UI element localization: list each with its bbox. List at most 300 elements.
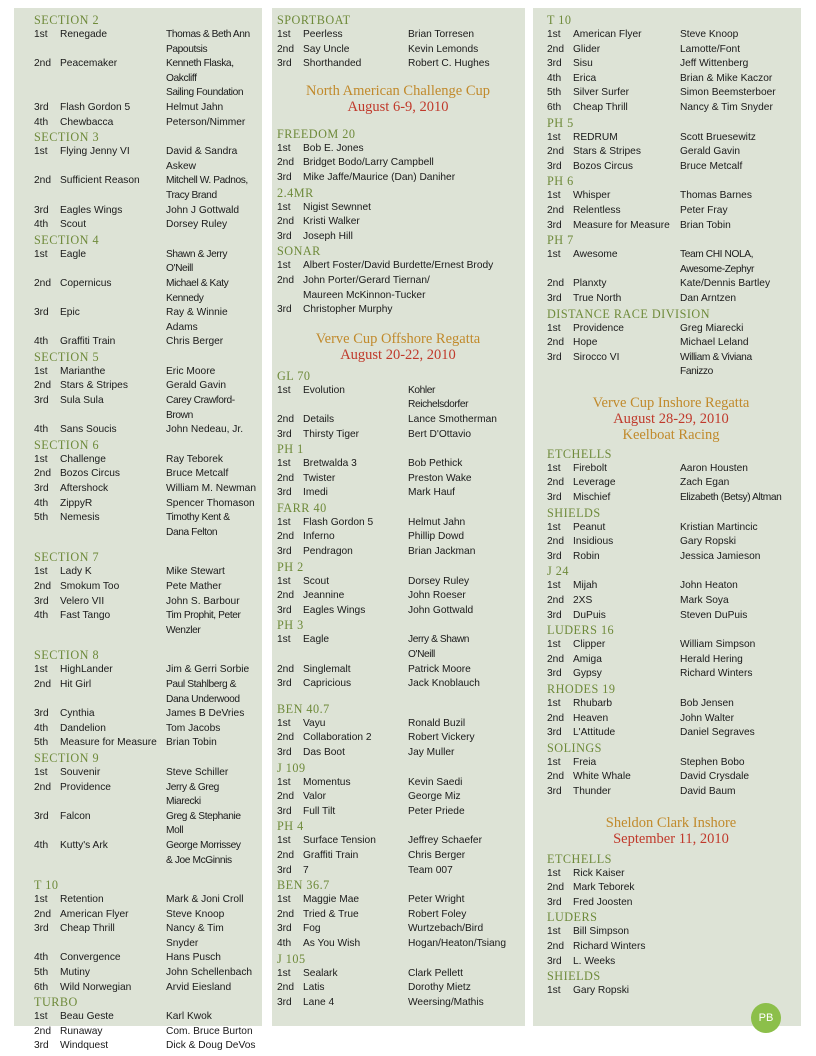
result-row bbox=[34, 1010, 256, 1025]
boat-name: White Whale bbox=[573, 771, 631, 783]
result-row bbox=[277, 171, 519, 186]
place-label: 5th bbox=[547, 87, 562, 99]
boat-name: Shorthanded bbox=[303, 58, 362, 70]
skipper-name: Mike Jaffe/Maurice (Dan) Daniher bbox=[303, 171, 456, 183]
class-heading: SECTION 9 bbox=[34, 750, 100, 765]
boat-name: Cheap Thrill bbox=[573, 101, 628, 113]
skipper-name: Mark & Joni Croll bbox=[166, 894, 244, 906]
skipper-name: Greg & Stephanie Moll bbox=[166, 810, 241, 837]
boat-name: American Flyer bbox=[60, 908, 129, 920]
skipper-name: Brian Torresen bbox=[408, 29, 475, 40]
boat-name: Whisper bbox=[573, 190, 611, 202]
place-label: 1st bbox=[34, 453, 48, 465]
class-heading: LUDERS bbox=[547, 910, 598, 925]
place-label: 1st bbox=[34, 146, 48, 158]
skipper-name: Pete Mather bbox=[166, 581, 222, 592]
skipper-name: Team 007 bbox=[408, 864, 453, 876]
skipper-name: John Schellenbach bbox=[166, 967, 253, 979]
class-heading: ETCHELLS bbox=[547, 851, 612, 866]
boat-name: Nemesis bbox=[60, 512, 100, 524]
class-heading: LUDERS 16 bbox=[547, 623, 615, 638]
result-row bbox=[34, 736, 256, 751]
boat-name: Peacemaker bbox=[60, 58, 118, 70]
place-label: 1st bbox=[34, 894, 48, 906]
result-row bbox=[547, 491, 795, 506]
skipper-name: Albert Foster/David Burdette/Ernest Brody bbox=[303, 260, 494, 272]
result-row bbox=[547, 521, 795, 536]
skipper-name: Chris Berger bbox=[166, 336, 224, 348]
place-label: 3rd bbox=[277, 805, 292, 817]
place-label: 4th bbox=[34, 722, 49, 734]
place-label: 1st bbox=[277, 260, 291, 272]
boat-name: Marianthe bbox=[60, 365, 106, 377]
place-label: 3rd bbox=[277, 747, 292, 758]
skipper-name: Robert Vickery bbox=[408, 732, 475, 744]
place-label: 2nd bbox=[277, 849, 294, 861]
class-heading: PH 3 bbox=[277, 618, 304, 633]
result-row bbox=[34, 565, 256, 580]
class-heading: BEN 40.7 bbox=[277, 701, 330, 716]
result-row bbox=[277, 589, 519, 604]
result-row bbox=[547, 867, 795, 882]
result-row bbox=[547, 955, 795, 970]
place-label: 1st bbox=[547, 131, 561, 143]
place-label: 3rd bbox=[547, 955, 562, 967]
place-label: 4th bbox=[34, 219, 49, 231]
place-label: 1st bbox=[277, 575, 291, 587]
skipper-name: Bridget Bodo/Larry Campbell bbox=[303, 157, 434, 169]
results-column-left bbox=[14, 8, 262, 1052]
place-label: 3rd bbox=[34, 1040, 49, 1052]
skipper-name: Helmut Jahn bbox=[408, 516, 466, 528]
skipper-name: L. Weeks bbox=[573, 955, 616, 967]
place-label: 3rd bbox=[34, 595, 49, 607]
class-heading: SECTION 6 bbox=[34, 437, 100, 452]
class-heading: SECTION 7 bbox=[34, 550, 100, 565]
boat-name: Sisu bbox=[573, 58, 593, 70]
result-row bbox=[34, 908, 256, 923]
boat-name: Souvenir bbox=[60, 766, 101, 778]
boat-name: Jeannine bbox=[303, 590, 345, 602]
place-label: 1st bbox=[547, 698, 561, 709]
boat-name: Glider bbox=[573, 43, 601, 55]
place-label: 3rd bbox=[34, 101, 49, 113]
skipper-name: Patrick Moore bbox=[408, 663, 471, 675]
result-row bbox=[547, 940, 795, 955]
place-label: 3rd bbox=[547, 896, 562, 908]
event-title: Verve Cup Inshore Regatta bbox=[592, 394, 750, 411]
skipper-name: Brian & Mike Kaczor bbox=[680, 72, 773, 84]
boat-name: Bozos Circus bbox=[60, 468, 121, 480]
class-heading: PH 2 bbox=[277, 559, 304, 574]
skipper-name: Steve Knoop bbox=[166, 908, 225, 920]
place-label: 1st bbox=[547, 867, 561, 879]
result-row bbox=[34, 277, 256, 306]
skipper-name: Michael Leland bbox=[680, 337, 749, 349]
boat-name: Twister bbox=[303, 472, 336, 484]
result-row bbox=[277, 922, 519, 937]
boat-name: Retention bbox=[60, 894, 104, 906]
result-row bbox=[547, 667, 795, 682]
boat-name: 7 bbox=[303, 864, 309, 876]
place-label: 2nd bbox=[547, 882, 564, 894]
boat-name: Full Tilt bbox=[303, 805, 336, 817]
place-label: 2nd bbox=[547, 278, 564, 290]
place-label: 2nd bbox=[547, 337, 564, 349]
boat-name: Dandelion bbox=[60, 722, 106, 734]
place-label: 3rd bbox=[547, 492, 562, 504]
place-label: 2nd bbox=[277, 216, 294, 228]
result-row bbox=[277, 834, 519, 849]
result-row bbox=[34, 781, 256, 810]
event-heading bbox=[547, 815, 795, 847]
place-label: 3rd bbox=[547, 351, 562, 363]
boat-name: Bozos Circus bbox=[573, 160, 634, 172]
result-row bbox=[277, 981, 519, 996]
result-row bbox=[34, 951, 256, 966]
place-label: 3rd bbox=[277, 923, 292, 935]
class-heading: T 10 bbox=[547, 13, 572, 27]
place-label: 3rd bbox=[34, 395, 49, 407]
place-label: 2nd bbox=[277, 732, 294, 744]
result-row bbox=[34, 580, 256, 595]
skipper-name: Gerald Gavin bbox=[680, 146, 741, 158]
result-row bbox=[277, 28, 519, 43]
result-row bbox=[547, 292, 795, 307]
result-row bbox=[547, 462, 795, 477]
place-label: 3rd bbox=[277, 487, 292, 499]
place-label: 1st bbox=[34, 766, 48, 778]
class-heading: TURBO bbox=[34, 995, 78, 1010]
boat-name: Lane 4 bbox=[303, 996, 335, 1008]
place-label: 4th bbox=[277, 937, 292, 949]
boat-name: Silver Surfer bbox=[573, 87, 630, 99]
place-label: 1st bbox=[547, 756, 561, 768]
skipper-name: Mark Teborek bbox=[573, 882, 635, 894]
skipper-name: Simon Beemsterboer bbox=[680, 87, 776, 99]
class-heading: GL 70 bbox=[277, 368, 311, 383]
place-label: 3rd bbox=[277, 546, 292, 558]
skipper-name: Robert C. Hughes bbox=[408, 58, 490, 70]
boat-name: Fast Tango bbox=[60, 610, 111, 622]
boat-name: HighLander bbox=[60, 664, 113, 676]
place-label: 1st bbox=[277, 634, 291, 646]
place-label: 3rd bbox=[34, 307, 49, 319]
result-row bbox=[34, 394, 256, 423]
skipper-name: Mark Soya bbox=[680, 595, 729, 607]
place-label: 2nd bbox=[547, 595, 564, 607]
result-row bbox=[34, 722, 256, 737]
boat-name: Sufficient Reason bbox=[60, 175, 140, 187]
result-row bbox=[277, 908, 519, 923]
place-label: 5th bbox=[34, 967, 49, 979]
result-row bbox=[547, 579, 795, 594]
class-heading: PH 7 bbox=[547, 233, 574, 248]
boat-name: Firebolt bbox=[573, 462, 607, 474]
skipper-name: Rick Kaiser bbox=[573, 867, 625, 879]
place-label: 3rd bbox=[277, 304, 292, 316]
result-row bbox=[277, 530, 519, 545]
boat-name: Valor bbox=[303, 791, 327, 803]
boat-name: Hit Girl bbox=[60, 678, 92, 690]
result-row bbox=[277, 215, 519, 230]
place-label: 2nd bbox=[547, 204, 564, 216]
skipper-name: Dorsey Ruley bbox=[166, 219, 228, 231]
result-row bbox=[277, 996, 519, 1011]
skipper-name: Weersing/Mathis bbox=[408, 996, 484, 1008]
class-heading: SPORTBOAT bbox=[277, 13, 351, 27]
place-label: 3rd bbox=[547, 292, 562, 304]
skipper-name: Jessica Jamieson bbox=[680, 550, 761, 562]
place-label: 1st bbox=[277, 458, 291, 470]
skipper-name: Mark Hauf bbox=[408, 487, 455, 499]
result-row bbox=[277, 472, 519, 487]
skipper-name: Jack Knoblauch bbox=[408, 678, 480, 690]
place-label: 2nd bbox=[277, 472, 294, 484]
place-label: 2nd bbox=[34, 468, 51, 480]
result-row bbox=[34, 893, 256, 908]
result-row bbox=[547, 189, 795, 204]
result-row bbox=[34, 248, 256, 277]
skipper-name: Arvid Eiesland bbox=[166, 981, 232, 993]
result-row bbox=[547, 86, 795, 101]
place-label: 1st bbox=[547, 926, 561, 938]
result-row bbox=[277, 142, 519, 157]
skipper-name: Bob E. Jones bbox=[303, 142, 364, 154]
page-badge: PB bbox=[751, 1003, 781, 1033]
result-row bbox=[277, 575, 519, 590]
boat-name: Momentus bbox=[303, 776, 351, 788]
skipper-name: Steve Schiller bbox=[166, 766, 229, 778]
class-heading: FARR 40 bbox=[277, 500, 327, 515]
place-label: 2nd bbox=[34, 908, 51, 920]
class-heading: SECTION 4 bbox=[34, 232, 100, 247]
place-label: 1st bbox=[277, 516, 291, 528]
place-label: 1st bbox=[547, 462, 561, 474]
skipper-name: Kohler Reichelsdorfer bbox=[408, 384, 469, 411]
place-label: 5th bbox=[34, 512, 49, 524]
boat-name: Lady K bbox=[60, 566, 92, 578]
place-label: 1st bbox=[34, 365, 48, 377]
boat-name: Runaway bbox=[60, 1025, 103, 1037]
boat-name: Convergence bbox=[60, 952, 121, 964]
boat-name: Sealark bbox=[303, 967, 338, 979]
place-label: 1st bbox=[34, 566, 48, 578]
skipper-name: Gary Ropski bbox=[680, 536, 737, 548]
place-label: 2nd bbox=[547, 477, 564, 489]
place-label: 1st bbox=[34, 29, 48, 40]
skipper-name: Richard Winters bbox=[573, 940, 646, 952]
skipper-name: George Miz bbox=[408, 791, 461, 803]
skipper-name: Kenneth Flaska, Oakcliff Sailing Foundation bbox=[166, 58, 244, 99]
boat-name: Das Boot bbox=[303, 747, 345, 758]
place-label: 3rd bbox=[34, 204, 49, 216]
skipper-name: Stephen Bobo bbox=[680, 756, 745, 768]
skipper-name: Jim & Gerri Sorbie bbox=[166, 664, 250, 676]
boat-name: Measure for Measure bbox=[573, 219, 670, 231]
skipper-name: Bob Pethick bbox=[408, 458, 463, 470]
result-row bbox=[547, 476, 795, 491]
skipper-name: Kevin Saedi bbox=[408, 776, 463, 788]
result-row bbox=[34, 609, 256, 638]
boat-name: Leverage bbox=[573, 477, 616, 489]
skipper-name: David & Sandra Askew bbox=[166, 146, 238, 172]
skipper-name: Jay Muller bbox=[408, 747, 455, 758]
skipper-name: Fred Joosten bbox=[573, 896, 633, 908]
skipper-name: Lance Smotherman bbox=[408, 413, 497, 425]
skipper-name: Jeffrey Schaefer bbox=[408, 835, 482, 847]
result-row bbox=[547, 756, 795, 771]
event-heading bbox=[547, 395, 795, 443]
class-heading: PH 4 bbox=[277, 819, 304, 834]
result-row bbox=[34, 57, 256, 101]
place-label: 1st bbox=[547, 190, 561, 202]
skipper-name: Dan Arntzen bbox=[680, 292, 737, 304]
place-label: 2nd bbox=[547, 771, 564, 783]
result-row bbox=[547, 160, 795, 175]
place-label: 4th bbox=[34, 336, 49, 348]
result-row bbox=[547, 219, 795, 234]
event-date: August 28-29, 2010 bbox=[613, 410, 729, 427]
class-heading: T 10 bbox=[34, 878, 59, 893]
place-label: 4th bbox=[547, 72, 562, 84]
place-label: 2nd bbox=[277, 274, 294, 286]
place-label: 3rd bbox=[547, 219, 562, 231]
skipper-name: Mitchell W. Padnos, Tracy Brand bbox=[166, 175, 248, 201]
result-row bbox=[547, 896, 795, 911]
result-row bbox=[547, 43, 795, 58]
skipper-name: Spencer Thomason bbox=[166, 497, 255, 509]
result-row bbox=[34, 335, 256, 350]
result-row bbox=[34, 511, 256, 540]
place-label: 1st bbox=[277, 29, 291, 40]
result-row bbox=[277, 893, 519, 908]
result-row bbox=[277, 805, 519, 820]
place-label: 2nd bbox=[34, 581, 51, 592]
place-label: 3rd bbox=[277, 58, 292, 70]
place-label: 2nd bbox=[34, 175, 51, 187]
place-label: 1st bbox=[277, 201, 291, 213]
place-label: 2nd bbox=[277, 982, 294, 994]
skipper-name: William M. Newman bbox=[166, 483, 256, 495]
skipper-name: Helmut Jahn bbox=[166, 101, 224, 113]
skipper-name: Phillip Dowd bbox=[408, 531, 465, 543]
event-date: September 11, 2010 bbox=[613, 830, 729, 847]
skipper-name: Paul Stahlberg & Dana Underwood bbox=[166, 678, 240, 705]
result-row bbox=[277, 274, 519, 303]
result-row bbox=[277, 201, 519, 216]
boat-name: Wild Norwegian bbox=[60, 981, 132, 993]
class-heading: SONAR bbox=[277, 244, 321, 259]
skipper-name: John Nedeau, Jr. bbox=[166, 424, 244, 436]
skipper-name: Peter Wright bbox=[408, 894, 465, 906]
class-heading: FREEDOM 20 bbox=[277, 126, 356, 141]
result-row bbox=[547, 726, 795, 741]
place-label: 2nd bbox=[547, 43, 564, 55]
skipper-name: Thomas & Beth Ann Papoutsis bbox=[166, 29, 250, 55]
place-label: 2nd bbox=[34, 781, 51, 793]
skipper-name: Robert Foley bbox=[408, 908, 467, 920]
place-label: 1st bbox=[277, 142, 291, 154]
place-label: 2nd bbox=[547, 712, 564, 724]
boat-name: Velero VII bbox=[60, 595, 105, 607]
event-title: North American Challenge Cup bbox=[305, 82, 491, 99]
skipper-name: Daniel Segraves bbox=[680, 727, 755, 739]
boat-name: Thirsty Tiger bbox=[303, 428, 360, 440]
boat-name: Freia bbox=[573, 756, 597, 768]
event-subtitle: Keelboat Racing bbox=[622, 426, 720, 443]
skipper-name: Wurtzebach/Bird bbox=[408, 923, 484, 935]
class-heading: SECTION 2 bbox=[34, 13, 100, 27]
skipper-name: Jerry & Shawn O'Neill bbox=[408, 634, 470, 661]
result-row bbox=[277, 303, 519, 318]
skipper-name: Karl Kwok bbox=[166, 1011, 212, 1023]
result-row bbox=[34, 482, 256, 497]
result-row bbox=[547, 785, 795, 800]
place-label: 3rd bbox=[547, 785, 562, 797]
place-label: 6th bbox=[34, 981, 49, 993]
skipper-name: William & Viviana Fanizzo bbox=[680, 351, 752, 378]
place-label: 1st bbox=[547, 639, 561, 651]
class-heading: SHIELDS bbox=[547, 505, 601, 520]
skipper-name: Michael & Katy Kennedy bbox=[166, 277, 229, 304]
result-row bbox=[34, 101, 256, 116]
boat-name: Kutty's Ark bbox=[60, 839, 108, 851]
place-label: 2nd bbox=[34, 58, 51, 70]
skipper-name: Com. Bruce Burton bbox=[166, 1025, 253, 1037]
result-row bbox=[277, 790, 519, 805]
class-heading: BEN 36.7 bbox=[277, 878, 330, 893]
skipper-name: Zach Egan bbox=[680, 477, 730, 489]
result-row bbox=[277, 937, 519, 952]
result-row bbox=[277, 633, 519, 662]
result-row bbox=[34, 981, 256, 996]
boat-name: Sirocco VI bbox=[573, 351, 620, 363]
result-row bbox=[547, 336, 795, 351]
place-label: 2nd bbox=[277, 908, 294, 920]
skipper-name: Kevin Lemonds bbox=[408, 43, 479, 55]
result-row bbox=[547, 881, 795, 896]
place-label: 1st bbox=[547, 29, 561, 40]
skipper-name: Thomas Barnes bbox=[680, 190, 752, 202]
place-label: 1st bbox=[277, 967, 291, 979]
skipper-name: Eric Moore bbox=[166, 365, 216, 377]
skipper-name: Shawn & Jerry O'Neill bbox=[166, 248, 228, 275]
place-label: 1st bbox=[547, 322, 561, 334]
boat-name: Say Uncle bbox=[303, 43, 350, 55]
result-row bbox=[547, 770, 795, 785]
place-label: 4th bbox=[34, 116, 49, 128]
skipper-name: Peterson/Nimmer bbox=[166, 116, 246, 128]
result-row bbox=[277, 849, 519, 864]
boat-name: Inferno bbox=[303, 531, 335, 543]
result-row bbox=[547, 204, 795, 219]
place-label: 1st bbox=[547, 249, 561, 261]
event-title: Verve Cup Offshore Regatta bbox=[315, 330, 481, 347]
boat-name: Falcon bbox=[60, 810, 91, 822]
result-row bbox=[277, 663, 519, 678]
skipper-name: John Porter/Gerard Tiernan/ Maureen McKinnon-Tucker bbox=[303, 274, 430, 301]
place-label: 1st bbox=[277, 384, 291, 396]
skipper-name: Gerald Gavin bbox=[166, 380, 227, 392]
result-row bbox=[34, 1025, 256, 1040]
skipper-name: Jerry & Greg Miarecki bbox=[166, 781, 219, 808]
skipper-name: Kristi Walker bbox=[303, 216, 360, 228]
skipper-name: Steven DuPuis bbox=[680, 609, 748, 621]
boat-name: Providence bbox=[60, 781, 111, 793]
event-date: August 6-9, 2010 bbox=[347, 98, 449, 115]
result-row bbox=[547, 248, 795, 277]
